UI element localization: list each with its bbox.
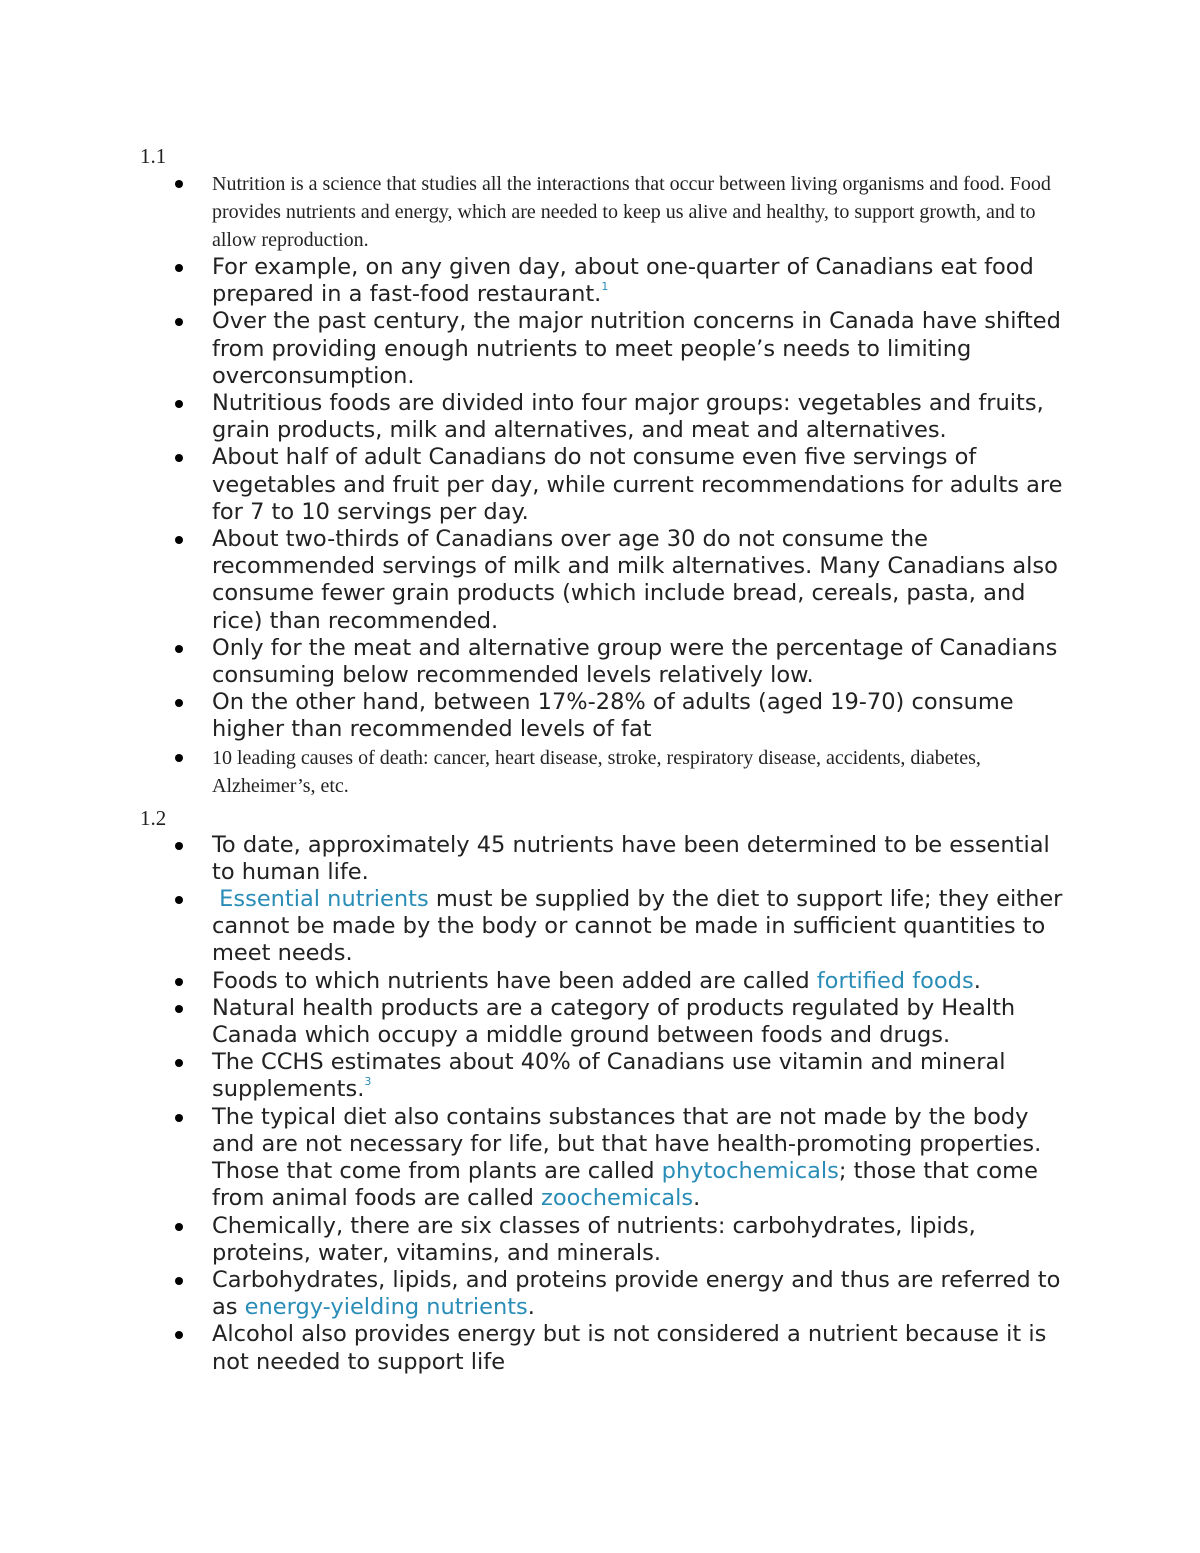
section-1-2-list <box>140 832 1070 1376</box>
bullet-icon <box>175 978 183 986</box>
section-heading-1-1: 1.1 <box>140 144 167 168</box>
bullet-icon <box>175 1223 183 1231</box>
footnote-ref[interactable]: 1 <box>601 280 609 294</box>
bullet-icon <box>175 264 183 272</box>
list-item: For example, on any given day, about one-quarter of Canadians eat food prepared in a fast-food restaurant.$^1$ <box>140 254 1070 308</box>
bullet-icon <box>175 699 183 707</box>
list-item: The CCHS estimates about 40% of Canadians use vitamin and mineral supplements.$^3$ <box>140 1049 1070 1103</box>
bullet-icon <box>175 1059 183 1067</box>
section-heading-1-2: 1.2 <box>140 805 167 830</box>
bullet-icon <box>175 896 183 904</box>
bullet-icon <box>175 1005 183 1013</box>
footnote-ref[interactable]: 3 <box>364 1075 372 1089</box>
section-1-1-list <box>140 170 1070 800</box>
list-item: Essential nutrients must be supplied by the diet to support life; they either cannot be made by the body or cannot be made in sufficient quantities to meet needs. <box>140 886 1070 968</box>
bullet-icon <box>175 754 183 762</box>
bullet-icon <box>175 645 183 653</box>
glossary-term[interactable]: fortified foods <box>816 967 974 994</box>
list-item: Nutrition is a science that studies all the interactions that occur between living organisms and food. Food provides nutrients and energy, which are needed to keep us alive and healthy, to support growth, and to allow reproduction. <box>140 170 1070 254</box>
bullet-icon <box>175 1114 183 1122</box>
bullet-icon <box>175 318 183 326</box>
bullet-icon <box>175 1277 183 1285</box>
list-item: 10 leading causes of death: cancer, heart disease, stroke, respiratory disease, accidents, diabetes, Alzheimer’s, etc. <box>140 744 1070 800</box>
list-item: Alcohol also provides energy but is not considered a nutrient because it is not needed to support life <box>140 1321 1070 1375</box>
glossary-term[interactable]: zoochemicals <box>541 1185 694 1212</box>
list-item: The typical diet also contains substances that are not made by the body and are not necessary for life, but that have health-promoting properties. Those that come from plants are called phytochemicals; those that come from animal foods are called zoochemicals. <box>140 1104 1070 1213</box>
list-item: Natural health products are a category of products regulated by Health Canada which occupy a middle ground between foods and drugs. <box>140 995 1070 1049</box>
list-item: Carbohydrates, lipids, and proteins provide energy and thus are referred to as energy-yielding nutrients. <box>140 1267 1070 1321</box>
list-item: About two-thirds of Canadians over age 30 do not consume the recommended servings of milk and milk alternatives. Many Canadians also consume fewer grain products (which include bread, cereals, pasta, and rice) than recommended. <box>140 526 1070 635</box>
list-item: About half of adult Canadians do not consume even five servings of vegetables and fruit per day, while current recommendations for adults are for 7 to 10 servings per day. <box>140 444 1070 526</box>
bullet-icon <box>175 400 183 408</box>
list-item: On the other hand, between 17%-28% of adults (aged 19-70) consume higher than recommended levels of fat <box>140 689 1070 743</box>
glossary-term[interactable]: Essential nutrients <box>219 886 429 913</box>
document-page <box>140 138 1070 1376</box>
list-item: Over the past century, the major nutrition concerns in Canada have shifted from providing enough nutrients to meet people’s needs to limiting overconsumption. <box>140 308 1070 390</box>
list-item: Chemically, there are six classes of nutrients: carbohydrates, lipids, proteins, water, vitamins, and minerals. <box>140 1213 1070 1267</box>
bullet-icon <box>175 454 183 462</box>
bullet-icon <box>175 536 183 544</box>
list-item: Only for the meat and alternative group were the percentage of Canadians consuming below recommended levels relatively low. <box>140 635 1070 689</box>
list-item: Nutritious foods are divided into four major groups: vegetables and fruits, grain products, milk and alternatives, and meat and alternatives. <box>140 390 1070 444</box>
bullet-icon <box>175 842 183 850</box>
list-item: To date, approximately 45 nutrients have been determined to be essential to human life. <box>140 832 1070 886</box>
glossary-term[interactable]: energy-yielding nutrients <box>244 1294 528 1321</box>
bullet-icon <box>175 1331 183 1339</box>
bullet-icon <box>175 180 183 188</box>
list-item: Foods to which nutrients have been added are called fortified foods. <box>140 968 1070 995</box>
glossary-term[interactable]: phytochemicals <box>661 1158 839 1185</box>
